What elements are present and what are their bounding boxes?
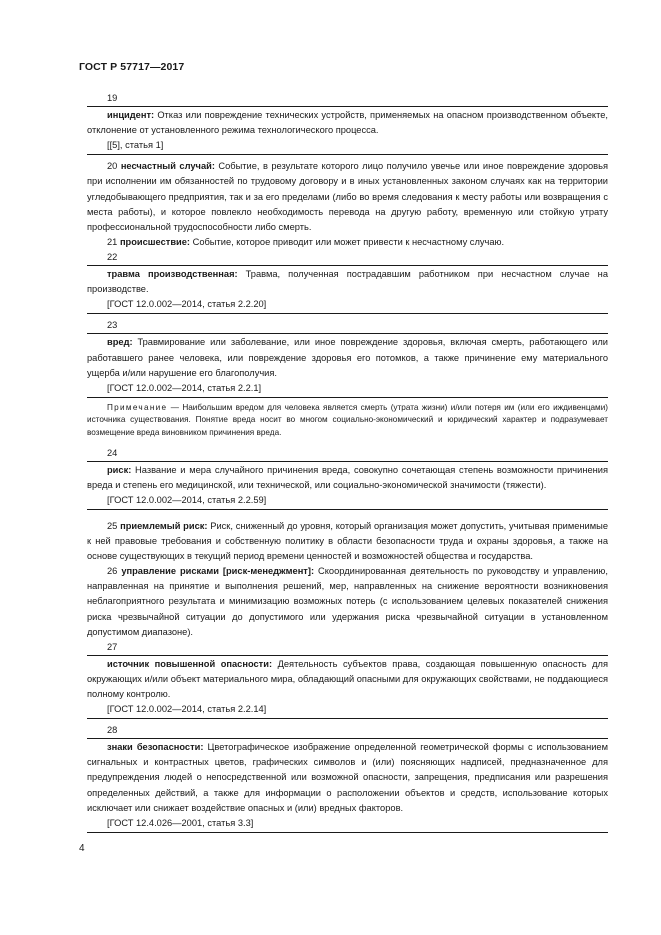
term-definition bbox=[87, 108, 608, 138]
term-name: риск: bbox=[107, 464, 132, 475]
term-number: 28 bbox=[107, 725, 118, 736]
term-name: инцидент: bbox=[107, 110, 155, 121]
term-number: 27 bbox=[107, 641, 118, 652]
term-source: [ГОСТ 12.0.002—2014, статья 2.2.1] bbox=[107, 382, 262, 393]
term-number: 21 bbox=[107, 236, 118, 247]
note-text: — Наибольшим вредом для человека является смерть (утрата жизни) и/или потеря им (или его иждивенцами) источника существования. Понятие вреда носит во многом социально-экономический и юридический характер и подразумевает возмещение вреда виновником причинения вреда. bbox=[87, 402, 608, 437]
term-definition bbox=[87, 463, 608, 493]
term-entry-occupational-injury bbox=[87, 265, 608, 314]
definition-text: Травма, полученная пострадавшим работником при несчастном случае на производстве. bbox=[87, 269, 608, 295]
term-number: 25 bbox=[107, 520, 118, 531]
term-number: 19 bbox=[107, 93, 118, 103]
note bbox=[87, 402, 608, 440]
term-entry-accident bbox=[87, 159, 608, 234]
term-source: [[5], статья 1] bbox=[107, 140, 164, 151]
term-name: управление рисками [риск-менеджмент]: bbox=[121, 566, 315, 577]
term-number: 24 bbox=[107, 447, 118, 458]
term-definition bbox=[87, 335, 608, 380]
note-label: Примечание bbox=[107, 402, 168, 412]
term-source: [ГОСТ 12.0.002—2014, статья 2.2.59] bbox=[107, 494, 267, 505]
document-body bbox=[87, 91, 608, 837]
term-source: [ГОСТ 12.0.002—2014, статья 2.2.14] bbox=[107, 704, 267, 715]
term-entry-occurrence bbox=[87, 235, 608, 250]
definition-text: Скоординированная деятельность по руководству и управлению, направленная на принятие и выполнения решений, мер, направленных на снижение вероятности возникновения неблагоприятного результата и минимизацию возможных потерь (с использованием целевых показателей снижения риска чрезвычайной ситуации до допустимого или удержания риска чрезвычайной ситуации в установленном допустимом диапазоне). bbox=[87, 566, 608, 637]
term-name: несчастный случай: bbox=[120, 161, 215, 172]
term-number: 26 bbox=[107, 566, 118, 577]
term-name: источник повышенной опасности: bbox=[107, 658, 273, 669]
term-name: вред: bbox=[107, 337, 133, 348]
term-entry-incident bbox=[87, 106, 608, 155]
definition-text: Риск, сниженный до уровня, который организация может допустить, учитывая применимые к ней правовые требования и собственную политику в области безопасности труда и охраны здоровья, а также на основе существующих в текущий период времени ценностей и возможностей общества и государства. bbox=[87, 520, 608, 562]
definition-text: Цветографическое изображение определенной геометрической формы с использованием сигнальных и контрастных цветов, графических символов и (или) поясняющих надписей, предназначенное для предупреждения людей о непосредственной или возможной опасности, запрещения, предписания или разрешения определенных действий, а также для информации о расположении объектов и средств, использование которых исключает или снижает воздействие опасных и (или) вредных факторов. bbox=[87, 742, 608, 813]
term-definition bbox=[87, 740, 608, 815]
term-name: травма производственная: bbox=[107, 269, 238, 280]
term-name: приемлемый риск: bbox=[120, 520, 208, 531]
page-number: 4 bbox=[79, 843, 85, 854]
term-name: происшествие: bbox=[119, 236, 191, 247]
definition-text: Травмирование или заболевание, или иное повреждение здоровья, включая смерть, работающего или работавшего ранее человека, или повреждение здоровья его потомков, а также причинение ему материального ущерба и/или нарушение его благополучия. bbox=[87, 337, 608, 378]
term-source: [ГОСТ 12.0.002—2014, статья 2.2.20] bbox=[107, 299, 267, 310]
term-definition bbox=[87, 657, 608, 702]
definition-text: Отказ или повреждение технических устройств, применяемых на опасном производственном объекте, отклонение от установленного режима технологического процесса. bbox=[87, 110, 608, 136]
definition-text: Название и мера случайного причинения вреда, совокупно сочетающая степень возможности причинения вреда и степень его медицинской, или технической, или социально-экономической значимости (тяжести). bbox=[87, 464, 608, 490]
term-number: 22 bbox=[107, 251, 118, 262]
term-number: 23 bbox=[107, 320, 118, 331]
term-number: 20 bbox=[107, 161, 118, 172]
term-entry-safety-signs bbox=[87, 738, 608, 833]
definition-text: Событие, в результате которого лицо получило увечье или иное повреждение здоровья при исполнении им обязанностей по трудовому договору и в иных установленных законом случаях как на территории угледобывающего предприятия, так и за его пределами (либо во время следования к месту работы или возвращения с места работы), и которое повлекло необходимость перевода на другую работу, временную или стойкую утрату профессиональной трудоспособности либо смерть. bbox=[87, 161, 608, 232]
term-entry-harm bbox=[87, 333, 608, 397]
term-name: знаки безопасности: bbox=[107, 742, 204, 753]
term-entry-risk-management bbox=[87, 564, 608, 639]
term-definition bbox=[87, 267, 608, 297]
term-entry-acceptable-risk bbox=[87, 519, 608, 564]
document-header: ГОСТ Р 57717—2017 bbox=[79, 61, 185, 73]
term-entry-high-hazard-source bbox=[87, 655, 608, 719]
term-source: [ГОСТ 12.4.026—2001, статья 3.3] bbox=[107, 817, 254, 828]
term-entry-risk bbox=[87, 461, 608, 510]
definition-text: Событие, которое приводит или может привести к несчастному случаю. bbox=[190, 236, 505, 247]
definition-text: Деятельность субъектов права, создающая повышенную опасность для окружающих и/или объект материального мира, обладающий опасными для окружающих свойствами, не поддающиеся полному контролю. bbox=[87, 658, 608, 699]
